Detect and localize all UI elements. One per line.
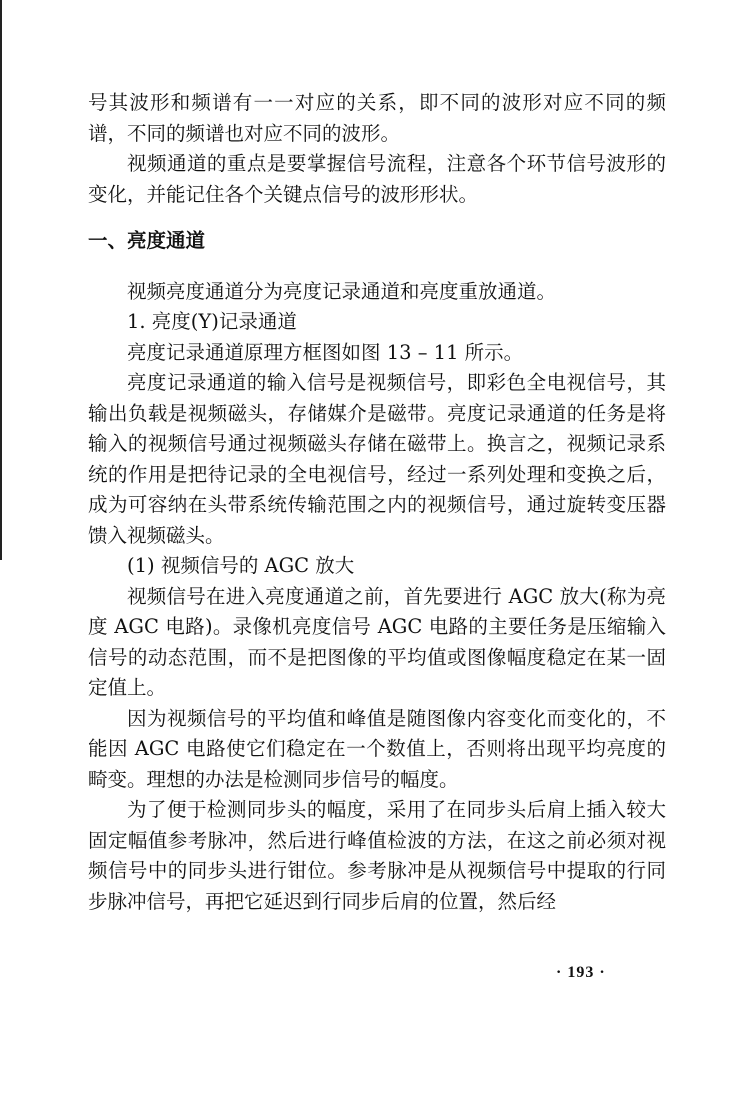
section-heading-luminance-channel: 一、亮度通道 (88, 229, 206, 252)
binding-edge-line (0, 0, 2, 560)
subheading-luminance-record-channel: 1. 亮度(Y)记录通道 (127, 310, 297, 333)
paragraph-average-peak: 因为视频信号的平均值和峰值是随图像内容变化而变化的，不能因 AGC 电路使它们稳定在一个数值上，否则将出现平均亮度的畸变。理想的办法是检测同步信号的幅度。 (88, 706, 666, 791)
page-body (88, 88, 666, 917)
subheading-agc-amplification: (1) 视频信号的 AGC 放大 (127, 554, 355, 577)
paragraph-luminance-intro: 视频亮度通道分为亮度记录通道和亮度重放通道。 (127, 279, 557, 303)
paragraph-sync-detection: 为了便于检测同步头的幅度，采用了在同步头后肩上插入较大固定幅值参考脉冲，然后进行峰值检波的方法，在这之前必须对视频信号中的同步头进行钳位。参考脉冲是从视频信号中提取的行同步脉冲信号，再把它延迟到行同步后肩的位置，然后经 (88, 798, 666, 913)
paragraph-figure-reference: 亮度记录通道原理方框图如图 13 – 11 所示。 (127, 340, 524, 364)
paragraph-video-channel-focus: 视频通道的重点是要掌握信号流程，注意各个环节信号波形的变化，并能记住各个关键点信号的波形形状。 (88, 152, 666, 206)
paragraph-continued: 号其波形和频谱有一一对应的关系，即不同的波形对应不同的频谱，不同的频谱也对应不同的波形。 (88, 91, 666, 145)
page-number: · 193 · (556, 964, 606, 981)
paragraph-record-channel-description: 亮度记录通道的输入信号是视频信号，即彩色全电视信号，其输出负载是视频磁头，存储媒介是磁带。亮度记录通道的任务是将输入的视频信号通过视频磁头存储在磁带上。换言之，视频记录系统的作用是把待记录的全电视信号，经过一系列处理和变换之后，成为可容纳在头带系统传输范围之内的视频信号，通过旋转变压器馈入视频磁头。 (88, 371, 666, 547)
paragraph-agc-description: 视频信号在进入亮度通道之前，首先要进行 AGC 放大(称为亮度 AGC 电路)。录像机亮度信号 AGC 电路的主要任务是压缩输入信号的动态范围，而不是把图像的平均值或图像幅度稳定在某一固定值上。 (88, 584, 666, 699)
